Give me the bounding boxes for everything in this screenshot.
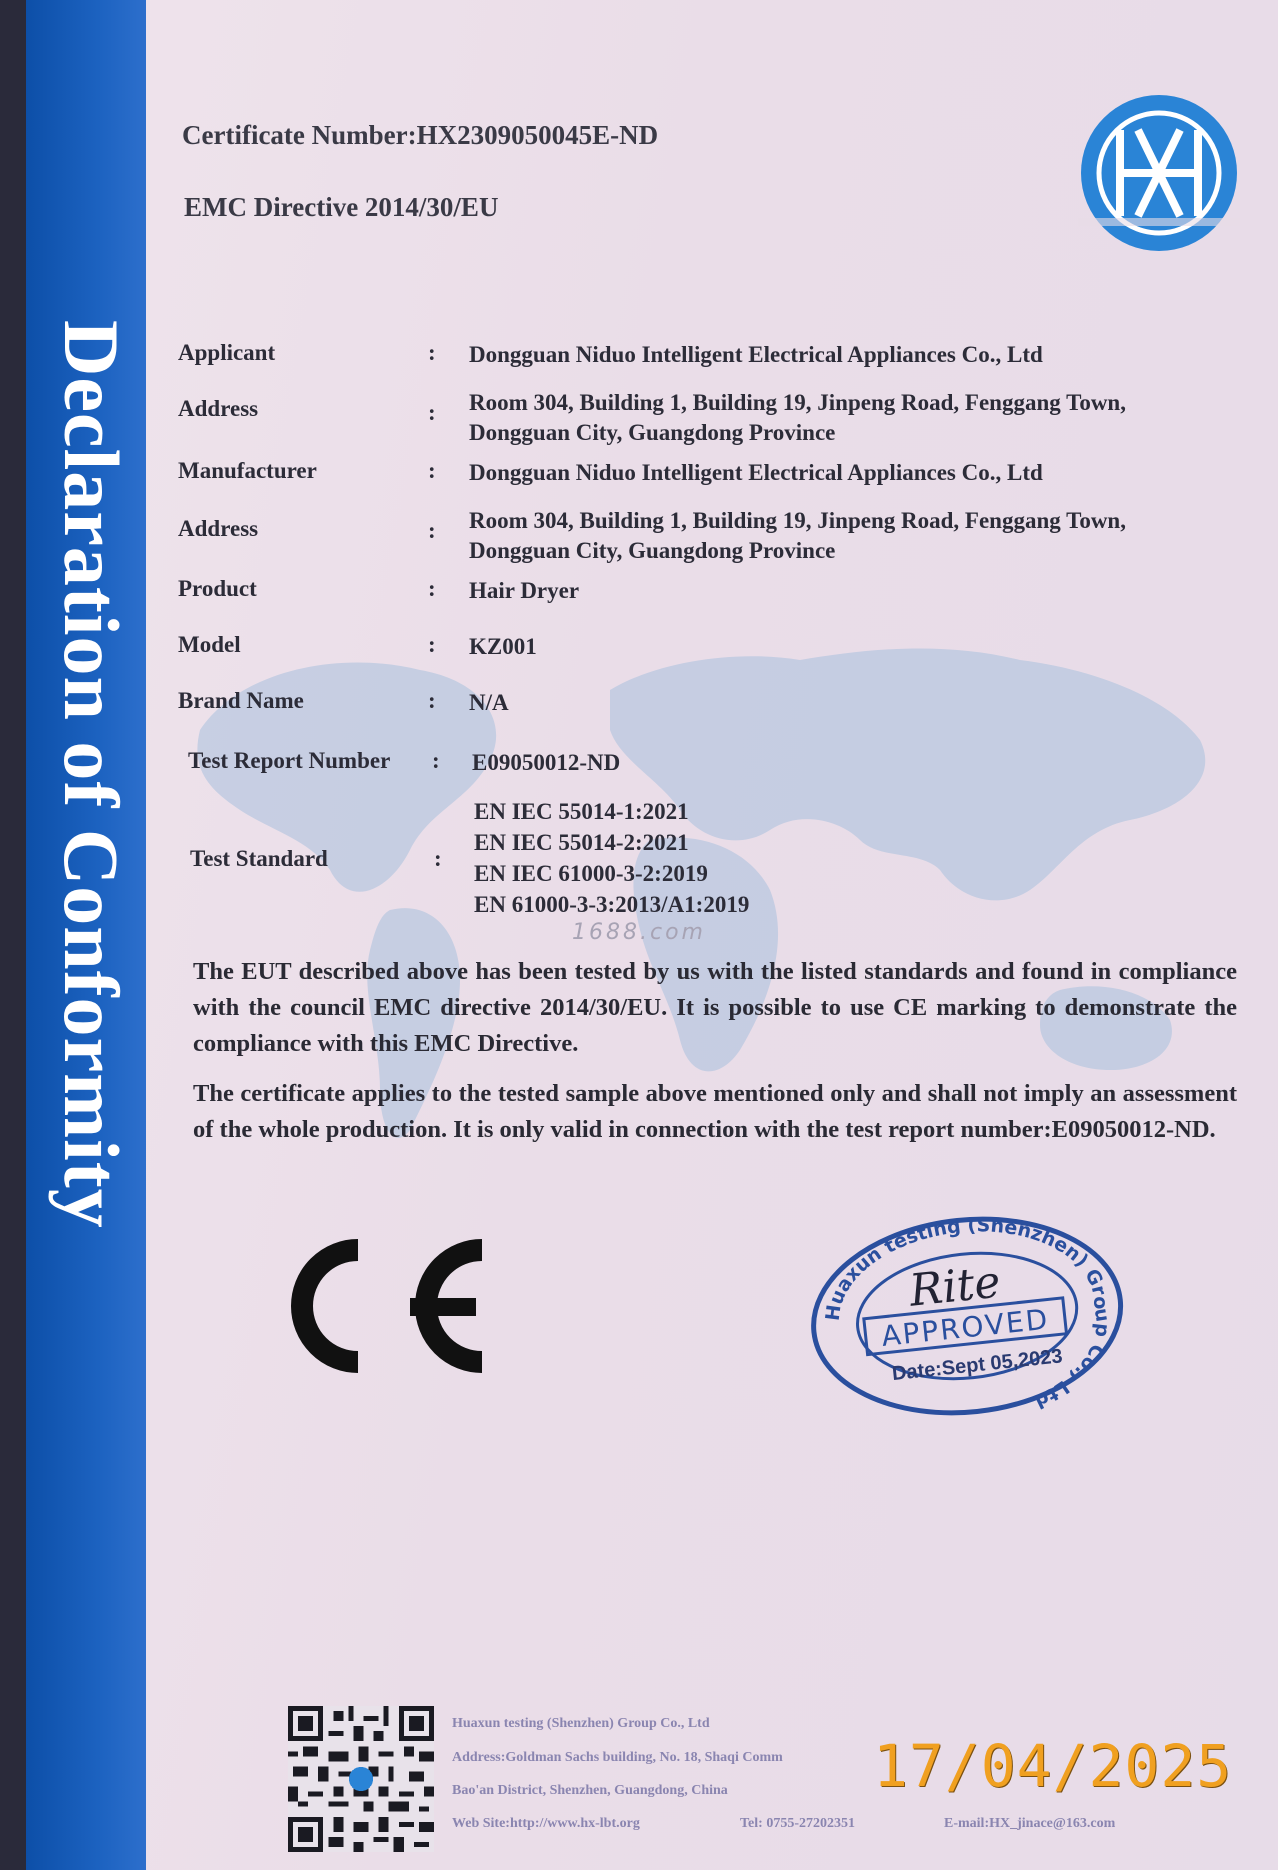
field-colon: : (428, 340, 436, 365)
footer-company: Huaxun testing (Shenzhen) Group Co., Ltd (452, 1716, 710, 1731)
side-band (26, 0, 146, 1870)
address-line-2: Dongguan City, Guangdong Province (469, 420, 836, 445)
stamp-signature: Rite (907, 1256, 1003, 1317)
photo-timestamp: 17/04/2025 (873, 1732, 1233, 1800)
ce-mark-icon (260, 1228, 490, 1384)
address-line-1: Room 304, Building 1, Building 19, Jinpeng Road, Fenggang Town, (469, 390, 1126, 415)
stamp-ring-text: Huaxun testing (Shenzhen) Group Co., Ltd (821, 1214, 1114, 1413)
field-label: Test Report Number (188, 748, 391, 773)
field-label: Model (178, 632, 241, 657)
field-colon: : (428, 400, 436, 425)
field-value (469, 506, 1126, 566)
address-line-1: Room 304, Building 1, Building 19, Jinpeng Road, Fenggang Town, (469, 508, 1126, 533)
standard-item: EN 61000-3-3:2013/A1:2019 (474, 892, 750, 917)
footer-website: Web Site:http://www.hx-lbt.org (452, 1816, 640, 1831)
field-value: E09050012-ND (472, 750, 621, 775)
field-colon: : (428, 632, 436, 657)
photo-dark-edge (0, 0, 26, 1870)
field-value: Dongguan Niduo Intelligent Electrical Appliances Co., Ltd (469, 342, 1043, 367)
field-label: Brand Name (178, 688, 304, 713)
field-label: Applicant (178, 340, 276, 365)
hx-logo-icon (1078, 90, 1240, 256)
field-label: Address (178, 396, 259, 421)
field-colon: : (428, 688, 436, 713)
field-value (469, 388, 1126, 448)
scope-paragraph: The certificate applies to the tested sample above mentioned only and shall not imply an assessment of the whole production. It is only valid in connection with the test report number:E09050012-ND. (193, 1080, 1237, 1143)
footer-telephone: Tel: 0755-27202351 (740, 1816, 855, 1831)
compliance-paragraph: The EUT described above has been tested by us with the listed standards and found in compliance with the council EMC directive 2014/30/EU. It is possible to use CE marking to demonstrate the compliance with this EMC Directive. (193, 958, 1237, 1057)
standard-item: EN IEC 55014-1:2021 (474, 799, 689, 824)
footer-address-2: Bao'an District, Shenzhen, Guangdong, China (452, 1783, 728, 1798)
qr-code-icon (288, 1706, 434, 1852)
field-colon: : (428, 576, 436, 601)
field-colon: : (428, 518, 436, 543)
field-value: Hair Dryer (469, 578, 580, 603)
field-colon: : (432, 748, 440, 773)
field-colon: : (428, 458, 436, 483)
field-label: Test Standard (190, 846, 328, 871)
footer-address-1: Address:Goldman Sachs building, No. 18, Shaqi Comm (452, 1750, 783, 1765)
stamp-date: Date:Sept 05,2023 (891, 1345, 1064, 1386)
stamp-status: APPROVED (879, 1302, 1051, 1353)
standard-item: EN IEC 61000-3-2:2019 (474, 861, 708, 886)
field-colon: : (434, 846, 442, 871)
field-value: KZ001 (469, 634, 537, 659)
field-label: Address (178, 516, 259, 541)
field-value (474, 796, 749, 920)
side-title: Declaration of Conformity (48, 320, 135, 1229)
watermark: 1688.com (572, 920, 706, 945)
field-value: N/A (469, 690, 509, 715)
field-label: Product (178, 576, 257, 601)
standard-item: EN IEC 55014-2:2021 (474, 830, 689, 855)
address-line-2: Dongguan City, Guangdong Province (469, 538, 836, 563)
directive-title: EMC Directive 2014/30/EU (184, 192, 499, 222)
field-label: Manufacturer (178, 458, 317, 483)
approval-stamp-icon (798, 1196, 1136, 1434)
certificate-number: Certificate Number:HX2309050045E-ND (182, 120, 659, 150)
field-value: Dongguan Niduo Intelligent Electrical Appliances Co., Ltd (469, 460, 1043, 485)
footer-email: E-mail:HX_jinace@163.com (944, 1816, 1116, 1831)
